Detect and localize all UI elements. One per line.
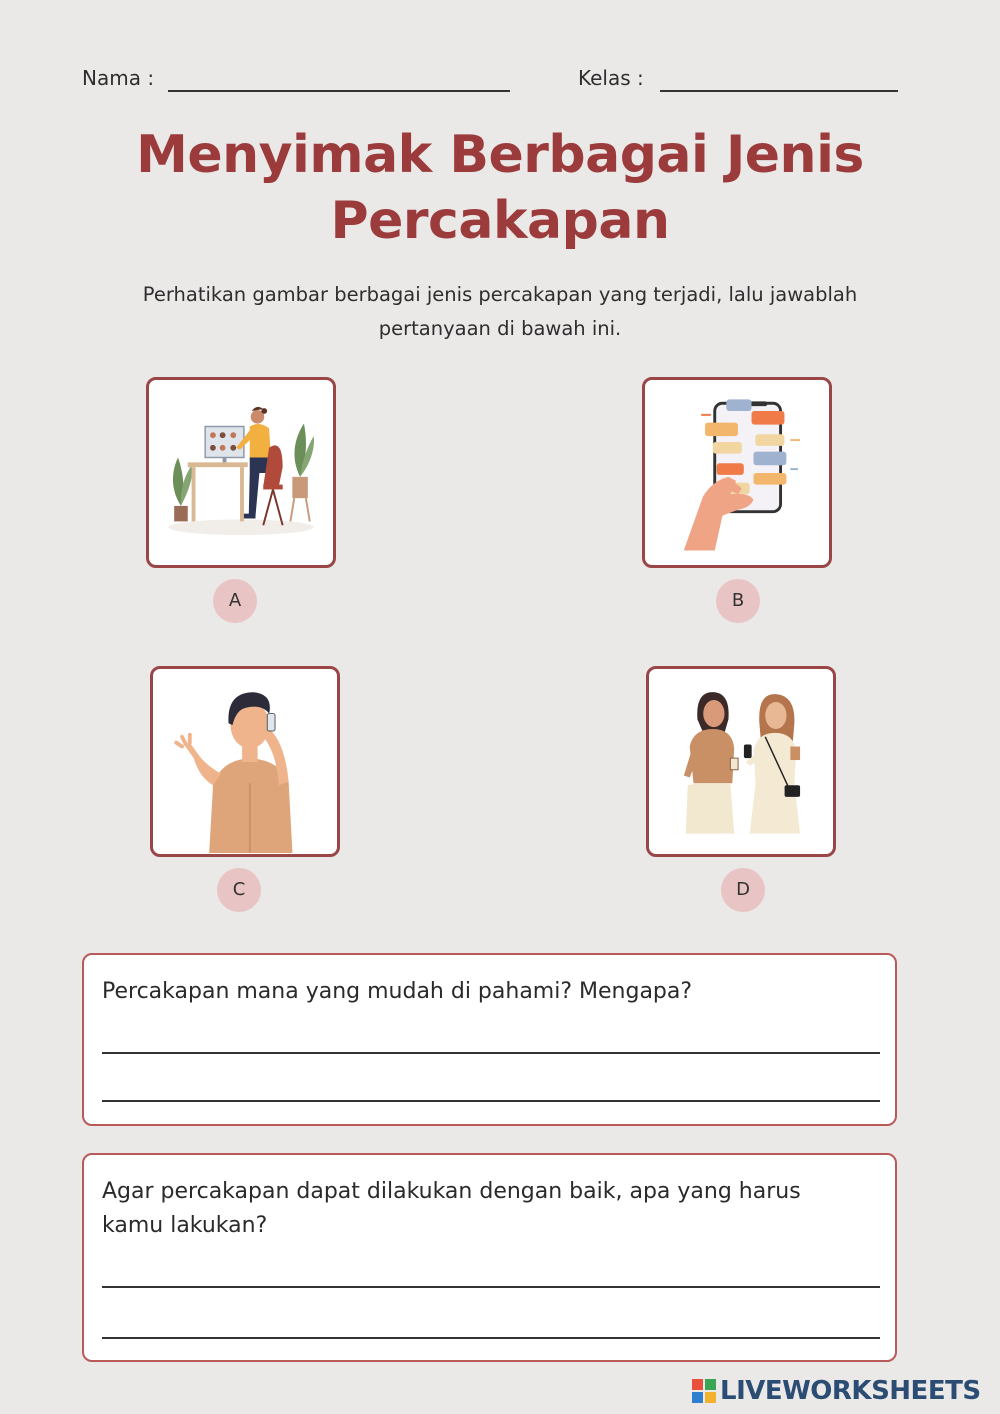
picture-a-badge: A	[213, 579, 257, 623]
video-call-illustration-icon	[149, 380, 333, 565]
page-title	[0, 122, 1000, 254]
liveworksheets-logo-icon	[692, 1379, 716, 1403]
face-to-face-illustration-icon	[649, 669, 833, 854]
header-fields	[0, 64, 1000, 104]
brand-name: LIVEWORKSHEETS	[720, 1376, 981, 1406]
question-1-box	[82, 953, 897, 1126]
picture-b-badge: B	[716, 579, 760, 623]
picture-a-frame	[146, 377, 336, 568]
chat-phone-illustration-icon	[645, 380, 829, 565]
answer-2-line-2[interactable]	[102, 1337, 880, 1339]
page-title-line-2: Percakapan	[330, 191, 670, 251]
picture-c-badge: C	[217, 868, 261, 912]
picture-d-frame	[646, 666, 836, 857]
instructions-line-2: pertanyaan di bawah ini.	[378, 317, 622, 340]
phone-call-illustration-icon	[153, 669, 337, 854]
picture-d-badge: D	[721, 868, 765, 912]
kelas-label: Kelas :	[578, 66, 644, 90]
instructions-line-1: Perhatikan gambar berbagai jenis percakapan yang terjadi, lalu jawablah	[142, 283, 858, 306]
nama-input-line[interactable]	[168, 90, 510, 92]
instructions	[90, 278, 910, 346]
footer-brand	[692, 1373, 981, 1409]
question-2-text: Agar percakapan dapat dilakukan dengan baik, apa yang harus kamu lakukan?	[102, 1179, 801, 1238]
answer-1-line-2[interactable]	[102, 1100, 880, 1102]
kelas-input-line[interactable]	[660, 90, 898, 92]
question-1-text: Percakapan mana yang mudah di pahami? Mengapa?	[102, 979, 693, 1004]
picture-c-frame	[150, 666, 340, 857]
answer-1-line-1[interactable]	[102, 1052, 880, 1054]
nama-label: Nama :	[82, 66, 155, 90]
picture-b-frame	[642, 377, 832, 568]
question-2-box	[82, 1153, 897, 1362]
page-title-line-1: Menyimak Berbagai Jenis	[136, 125, 864, 185]
answer-2-line-1[interactable]	[102, 1286, 880, 1288]
